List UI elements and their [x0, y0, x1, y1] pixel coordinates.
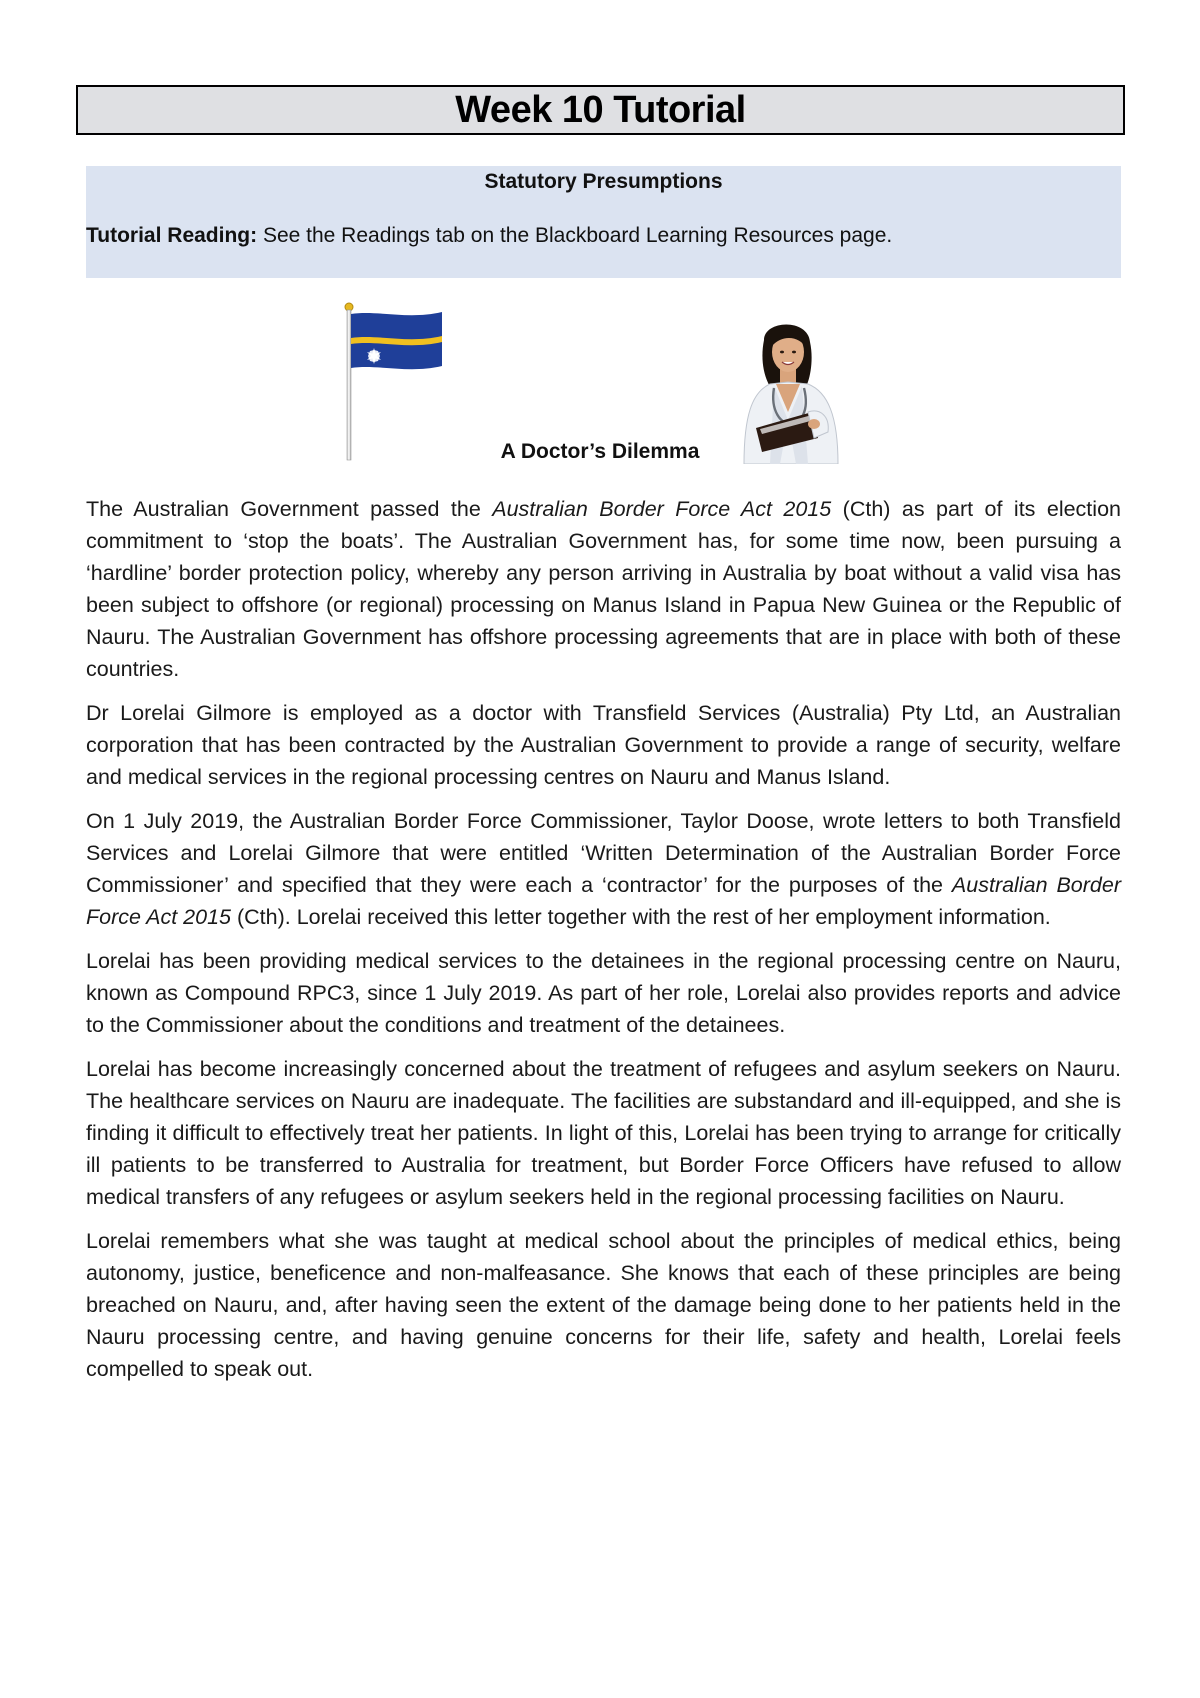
act-title: Australian Border Force Act 2015 — [492, 497, 832, 521]
tutorial-reading-text: See the Readings tab on the Blackboard Learning Resources page. — [257, 224, 893, 247]
paragraph-6: Lorelai remembers what she was taught at medical school about the principles of medical ethics, being autonomy, justice, beneficence and non-malfeasance. She knows that each of these principles are being breached on Nauru, and, after having seen the extent of the damage being done to her patients held in the Nauru processing centre, and having genuine concerns for their life, safety and health, Lorelai feels compelled to speak out. — [86, 1229, 1121, 1381]
info-box — [86, 166, 1121, 278]
paragraph-3-text-a: On 1 July 2019, the Australian Border Force Commissioner, Taylor Doose, wrote letters to both Transfield Services and Lorelai Gilmore that were entitled ‘Written Determination of the Australian Border Force Commissioner’ and specified that they were each a ‘contractor’ for the purposes of the — [86, 809, 1121, 897]
paragraph-4: Lorelai has been providing medical services to the detainees in the regional processing centre on Nauru, known as Compound RPC3, since 1 July 2019. As part of her role, Lorelai also provides reports and advice to the Commissioner about the conditions and treatment of the detainees. — [86, 949, 1121, 1037]
title-box — [76, 85, 1125, 135]
act-title: Australian Border Force Act 2015 — [86, 873, 1121, 929]
case-body — [86, 493, 1121, 1397]
paragraph-3 — [86, 805, 1121, 933]
page-title: Week 10 Tutorial — [455, 88, 746, 131]
nauru-flag-icon — [338, 302, 458, 462]
paragraph-1-text-a: The Australian Government passed the — [86, 497, 493, 521]
topic-subtitle: Statutory Presumptions — [484, 170, 723, 193]
paragraph-3-text-b: (Cth). Lorelai received this letter together with the rest of her employment information. — [231, 905, 1051, 929]
case-title: A Doctor’s Dilemma — [500, 440, 700, 463]
tutorial-reading — [86, 224, 892, 248]
tutorial-reading-label: Tutorial Reading: — [86, 224, 258, 247]
paragraph-1-text-b: (Cth) as part of its election commitment to ‘stop the boats’. The Australian Government has, for some time now, been pursuing a ‘hardline’ border protection policy, whereby any person arriving in Australia by boat without a valid visa has been subject to offshore (or regional) processing on Manus Island in Papua New Guinea or the Republic of Nauru. The Australian Government has offshore processing agreements that are in place with both of these countries. — [86, 497, 1121, 681]
paragraph-1 — [86, 493, 1121, 685]
paragraph-2: Dr Lorelai Gilmore is employed as a doctor with Transfield Services (Australia) Pty Ltd, an Australian corporation that has been contracted by the Australian Government to provide a range of security, welfare and medical services in the regional processing centres on Nauru and Manus Island. — [86, 701, 1121, 789]
paragraph-5: Lorelai has become increasingly concerned about the treatment of refugees and asylum seekers on Nauru. The healthcare services on Nauru are inadequate. The facilities are substandard and ill-equipped, and she is finding it difficult to effectively treat her patients. In light of this, Lorelai has been trying to arrange for critically ill patients to be transferred to Australia for treatment, but Border Force Officers have refused to allow medical transfers of any refugees or asylum seekers held in the regional processing facilities on Nauru. — [86, 1057, 1121, 1209]
